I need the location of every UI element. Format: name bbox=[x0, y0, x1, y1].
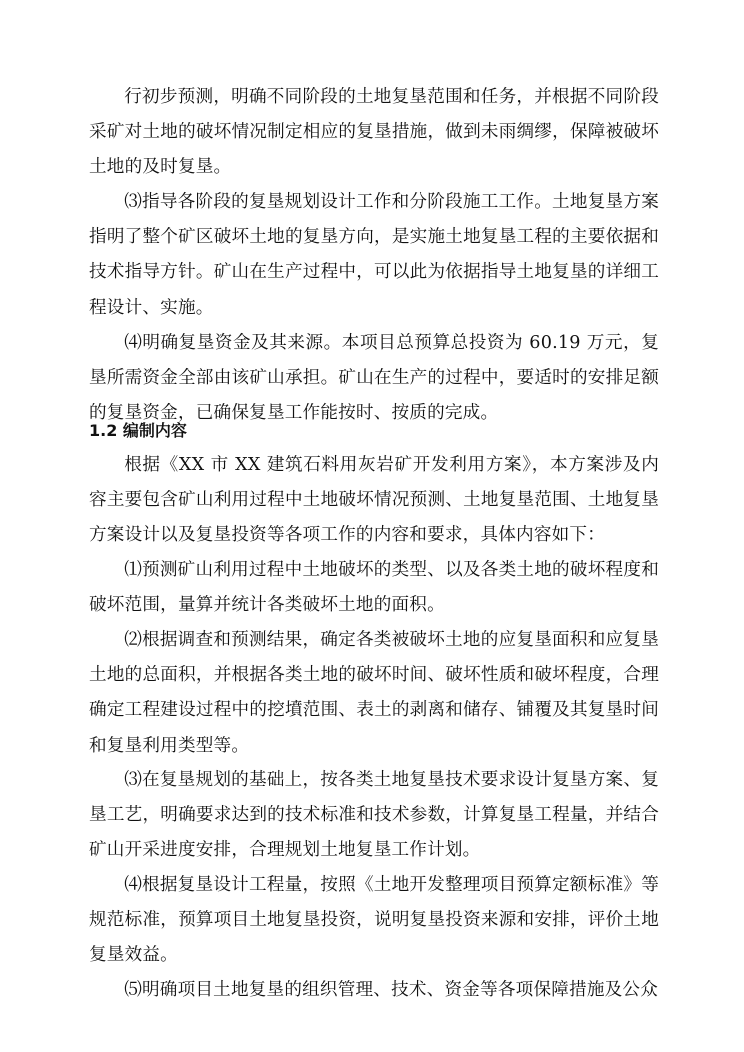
paragraph-content-1: ⑴预测矿山利用过程中土地破坏的类型、以及各类土地的破坏程度和破坏范围，量算并统计各类破坏土地的面积。 bbox=[89, 560, 659, 616]
paragraph-intro: 根据《XX 市 XX 建筑石料用灰岩矿开发利用方案》，本方案涉及内容主要包含矿山利用过程中土地破坏情况预测、土地复垦范围、土地复垦方案设计以及复垦投资等各项工作的内容和要求，具体内容如下： bbox=[89, 455, 659, 546]
paragraph-content-3: ⑶在复垦规划的基础上，按各类土地复垦技术要求设计复垦方案、复垦工艺，明确要求达到的技术标准和技术参数，计算复垦工程量，并结合矿山开采进度安排，合理规划土地复垦工作计划。 bbox=[89, 770, 659, 861]
paragraph-content-5: ⑸明确项目土地复垦的组织管理、技术、资金等各项保障措施及公众 bbox=[124, 980, 659, 1000]
paragraph-content-4: ⑷根据复垦设计工程量，按照《土地开发整理项目预算定额标准》等规范标准，预算项目土地复垦投资，说明复垦投资来源和安排，评价土地复垦效益。 bbox=[89, 875, 659, 966]
paragraph-content-2: ⑵根据调查和预测结果，确定各类被破坏土地的应复垦面积和应复垦土地的总面积，并根据各类土地的破坏时间、破坏性质和破坏程度，合理确定工程建设过程中的挖墳范围、表土的剥离和储存、铺覆及其复垦时间和复垦利用类型等。 bbox=[89, 630, 659, 756]
paragraph-continuation: 行初步预测，明确不同阶段的土地复垦范围和任务，并根据不同阶段采矿对土地的破坏情况制定相应的复垦措施，做到未雨绸缪，保障被破坏土地的及时复垦。 bbox=[89, 87, 659, 178]
paragraph-item-3: ⑶指导各阶段的复垦规划设计工作和分阶段施工工作。土地复垦方案指明了整个矿区破坏土地的复垦方向，是实施土地复垦工程的主要依据和技术指导方针。矿山在生产过程中，可以此为依据指导土地复垦的详细工程设计、实施。 bbox=[89, 192, 659, 318]
paragraph-item-4: ⑷明确复垦资金及其来源。本项目总预算总投资为 60.19 万元，复垦所需资金全部由该矿山承担。矿山在生产的过程中，要适时的安排足额的复垦资金，已确保复垦工作能按时、按质的完成。 bbox=[89, 333, 659, 424]
section-heading: 1.2 编制内容 bbox=[89, 421, 187, 440]
